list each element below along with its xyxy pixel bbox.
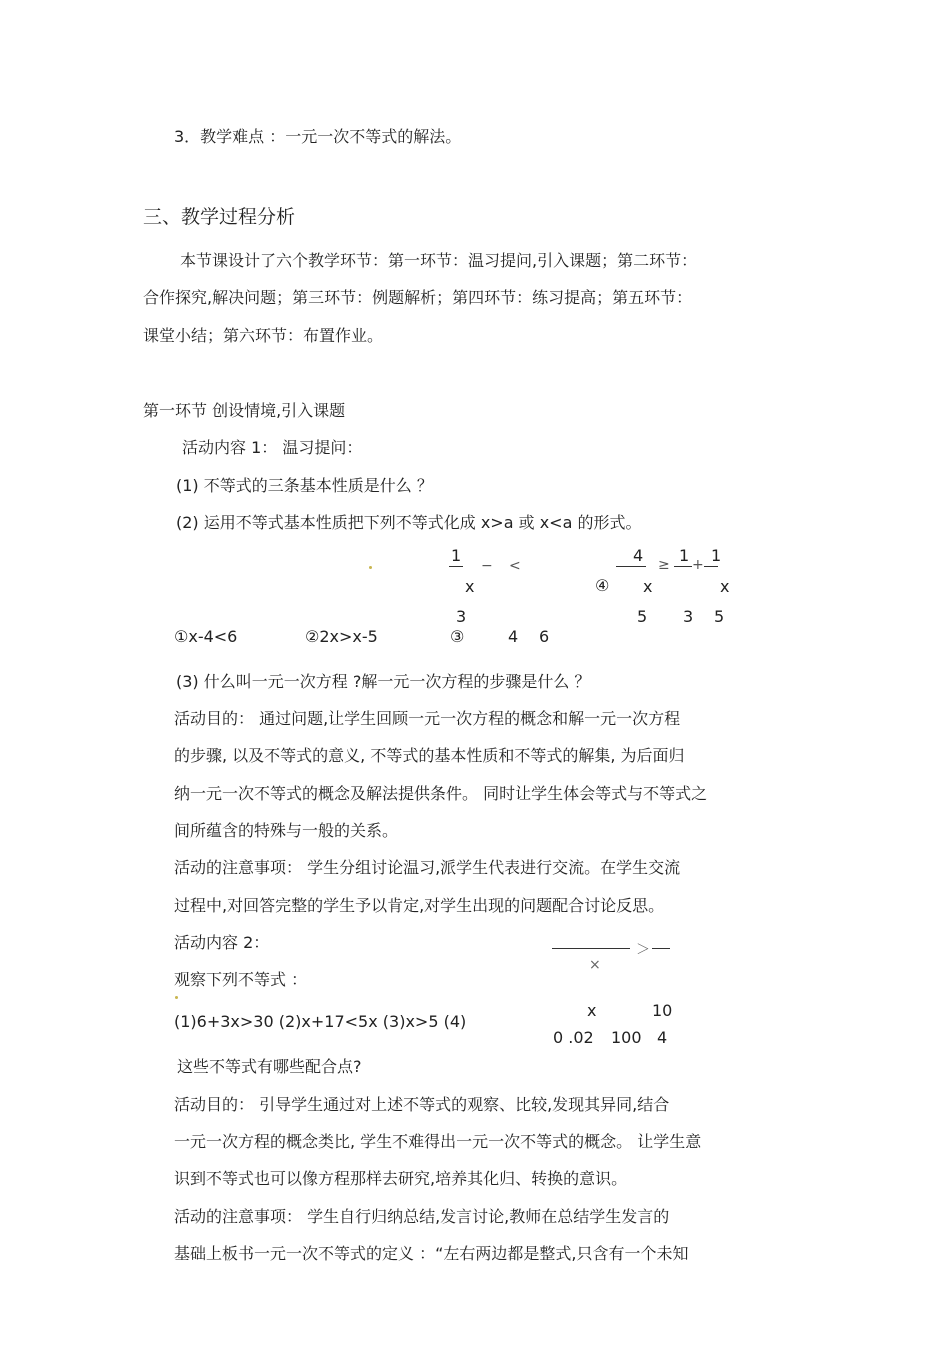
purpose2-line-1: 活动目的： 引导学生通过对上述不等式的观察、比较,发现其异同,结合 [174,1095,670,1114]
purpose2-line-3: 识到不等式也可以像方程那样去研究,培养其化归、转换的意识。 [174,1169,628,1188]
notes2-line-2: 基础上板书一元一次不等式的定义 ：“左右两边都是整式,只含有一个未知 [174,1244,689,1263]
long-fraction-bar [552,948,630,949]
question-1: (1) 不等式的三条基本性质是什么 ？ [176,476,433,495]
purpose1-line-1: 活动目的： 通过问题,让学生回顾一元一次方程的概念和解一元一次方程 [174,709,681,728]
intro-line-1: 本节课设计了六个教学环节：第一环节：温习提问,引入课题；第二环节： [180,251,698,270]
frac4-numerator: 4 [633,546,644,565]
less-than-sign: < [509,558,521,574]
short-fraction-bar [652,948,670,949]
gt-sign: ＞ [636,942,650,958]
activity2-title: 活动内容 2： [174,933,270,952]
ge-sign: ≥ [658,557,670,573]
frac4-bar [616,566,646,567]
question-3: (3) 什么叫一元一次方程 ?解一元一次方程的步骤是什么 ？ [176,672,591,691]
frac6-bar [704,566,718,567]
notes2-line-1: 活动的注意事项： 学生自行归纳总结,发言讨论,教师在总结学生发言的 [174,1207,670,1226]
frac3-numerator: 1 [451,546,462,565]
fraction-hundred: 100 [611,1028,642,1047]
frac6-numerator: 1 [711,546,722,565]
notes1-line-1: 活动的注意事项： 学生分组讨论温习,派学生代表进行交流。在学生交流 [174,858,681,877]
fraction-ten: 10 [652,1001,673,1020]
frac3-denominator: 3 [456,607,467,626]
intro-line-3: 课堂小结；第六环节：布置作业。 [143,326,384,345]
stray-mark [369,566,372,569]
inequalities-list: (1)6+3x>30 (2)x+17<5x (3)x>5 (4) [174,1012,467,1031]
inequality-1: ①x-4<6 [174,627,238,646]
fraction-four: 4 [657,1028,668,1047]
section-title: 三、教学过程分析 [143,206,296,228]
circled-four: ④ [595,576,610,595]
den-six: 6 [539,627,550,646]
step1-title: 第一环节 创设情境,引入课题 [143,401,346,420]
purpose1-line-4: 间所蕴含的特殊与一般的关系。 [174,821,399,840]
frac6-x: x [720,577,730,596]
purpose1-line-3: 纳一元一次不等式的概念及解法提供条件。 同时让学生体会等式与不等式之 [174,784,708,803]
intro-line-2: 合作探究,解决问题；第三环节：例题解析；第四环节：练习提高；第五环节： [143,288,693,307]
teaching-difficulty: 3．教学难点 ：一元一次不等式的解法。 [174,127,462,146]
observe-label: 观察下列不等式 ： [174,970,308,989]
plus-sign: + [692,557,704,573]
purpose1-line-2: 的步骤, 以及不等式的意义, 不等式的基本性质和不等式的解集, 为后面归 [174,746,685,765]
den-four: 4 [508,627,519,646]
circled-three: ③ [450,627,465,646]
small-x: × [589,957,601,973]
frac5-bar [674,566,692,567]
minus-sign: − [481,558,493,574]
frac3-x: x [465,577,475,596]
frac6-denominator: 5 [714,607,725,626]
question-2: (2) 运用不等式基本性质把下列不等式化成 x>a 或 x<a 的形式。 [176,513,642,532]
inequality-2: ②2x>x-5 [305,627,378,646]
frac3-bar [449,566,463,567]
frac5-numerator: 1 [679,546,690,565]
purpose2-line-2: 一元一次方程的概念类比, 学生不难得出一元一次不等式的概念。 让学生意 [174,1132,702,1151]
frac4-denominator: 5 [637,607,648,626]
frac4-x: x [643,577,653,596]
common-question: 这些不等式有哪些配合点? [177,1057,362,1076]
fraction-decimal: 0 .02 [553,1028,594,1047]
activity1-title: 活动内容 1： 温习提问： [182,438,363,457]
notes1-line-2: 过程中,对回答完整的学生予以肯定,对学生出现的问题配合讨论反思。 [174,896,665,915]
fraction-x-top: x [587,1001,597,1020]
stray-mark-2 [175,996,178,999]
frac5-denominator: 3 [683,607,694,626]
